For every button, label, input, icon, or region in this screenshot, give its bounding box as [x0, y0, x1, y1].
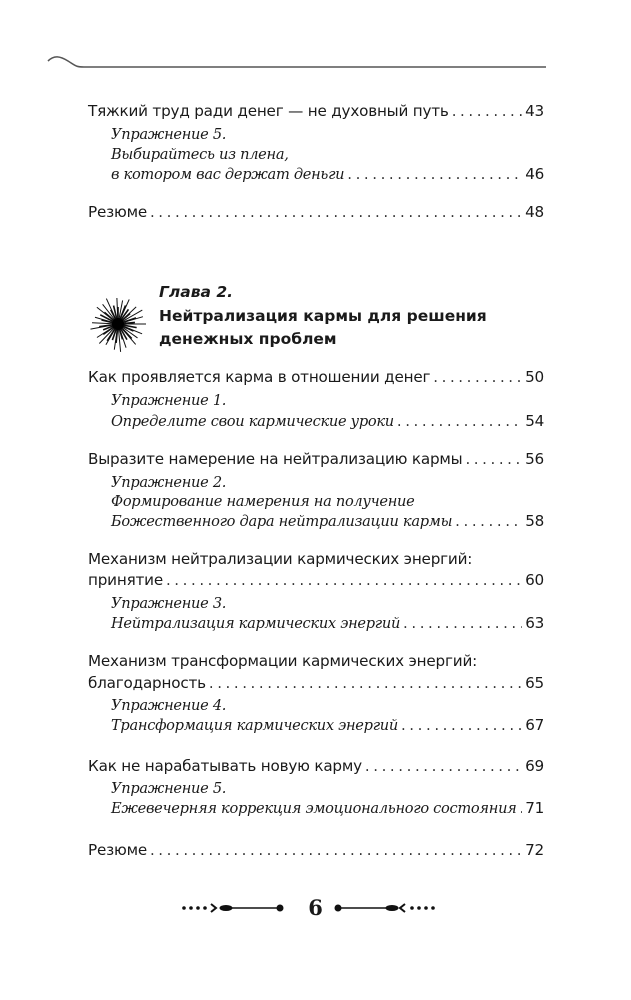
toc-entry-title: Упражнение 3.: [111, 595, 227, 612]
dot-leader: [166, 571, 522, 589]
toc-page-number: 69: [525, 757, 544, 775]
chapter-title-line2: денежных проблем: [159, 330, 337, 348]
header-rule: [46, 50, 566, 70]
toc-page-number: 63: [525, 614, 544, 632]
toc-entry-line: [88, 652, 544, 674]
toc-entry-title: Формирование намерения на получение: [111, 493, 415, 510]
toc-entry: [88, 203, 544, 225]
toc-entry: [111, 799, 544, 821]
dot-leader: [150, 203, 522, 221]
toc-entry-line: [111, 126, 544, 148]
dot-leader: [520, 799, 523, 817]
toc-page-number: 56: [525, 450, 544, 468]
dot-leader: [397, 412, 522, 430]
toc-entry-title: принятие: [88, 571, 163, 589]
toc-entry-title: в котором вас держат деньги: [111, 166, 345, 183]
dot-leader: [455, 512, 522, 530]
toc-entry-title: Нейтрализация кармических энергий: [111, 615, 401, 632]
starburst-core: [112, 318, 124, 330]
toc-entry-title: Резюме: [88, 203, 147, 221]
dot-leader: [433, 368, 522, 386]
toc-entry: [111, 412, 544, 434]
toc-entry-title: Выбирайтесь из плена,: [111, 146, 289, 163]
toc-entry-title: Определите свои кармические уроки: [111, 413, 394, 430]
dot-leader: [209, 674, 522, 692]
toc-entry-line: [88, 550, 544, 572]
dot-leader: [452, 102, 522, 120]
toc-entry-title: Упражнение 2.: [111, 474, 227, 491]
toc-entry-title: Упражнение 4.: [111, 697, 227, 714]
toc-page-number: 50: [525, 368, 544, 386]
toc-entry-title: благодарность: [88, 674, 206, 692]
toc-page-number: 48: [525, 203, 544, 221]
toc-entry: [111, 512, 544, 534]
toc-entry-title: Ежевечерняя коррекция эмоционального состояния: [111, 800, 517, 817]
toc-entry-title: Тяжкий труд ради денег — не духовный путь: [88, 102, 449, 120]
starburst-icon: [88, 294, 148, 354]
toc-entry-title: Механизм нейтрализации кармических энергий:: [88, 550, 473, 568]
toc-entry: [88, 674, 544, 696]
toc-entry-title: Как не нарабатывать новую карму: [88, 757, 362, 775]
toc-entry-title: Упражнение 1.: [111, 392, 227, 409]
dot-leader: [401, 716, 522, 734]
dot-leader: [150, 841, 522, 859]
toc-entry-title: Божественного дара нейтрализации кармы: [111, 513, 453, 530]
toc-page-number: 43: [525, 102, 544, 120]
toc-entry-title: Упражнение 5.: [111, 126, 227, 143]
toc-page-number: 71: [525, 799, 544, 817]
chapter-title-line1: Нейтрализация кармы для решения: [159, 307, 487, 325]
toc-entry: [111, 614, 544, 636]
toc-entry: [88, 757, 544, 779]
toc-entry: [111, 165, 544, 187]
toc-page-number: 60: [525, 571, 544, 589]
dot-leader: [465, 450, 522, 468]
chapter-label: Глава 2.: [159, 283, 234, 301]
toc-entry: [111, 716, 544, 738]
toc-entry-line: [111, 392, 544, 414]
toc-page-number: 54: [525, 412, 544, 430]
dot-leader: [347, 165, 522, 183]
toc-entry-title: Трансформация кармических энергий: [111, 717, 398, 734]
toc-entry: [88, 841, 544, 863]
toc-entry-title: Механизм трансформации кармических энергий:: [88, 652, 478, 670]
toc-entry-title: Выразите намерение на нейтрализацию кармы: [88, 450, 463, 468]
toc-page-number: 58: [525, 512, 544, 530]
dot-leader: [403, 614, 522, 632]
page-number: 6: [308, 895, 323, 920]
toc-entry: [88, 571, 544, 593]
toc-entry: [88, 368, 544, 390]
toc-entry-title: Как проявляется карма в отношении денег: [88, 368, 431, 386]
dot-leader: [365, 757, 522, 775]
toc-page-number: 72: [525, 841, 544, 859]
toc-entry: [88, 450, 544, 472]
toc-entry-title: Упражнение 5.: [111, 780, 227, 797]
toc-page-number: 67: [525, 716, 544, 734]
toc-entry: [88, 102, 544, 124]
toc-entry-title: Резюме: [88, 841, 147, 859]
toc-page-number: 65: [525, 674, 544, 692]
toc-page-number: 46: [525, 165, 544, 183]
